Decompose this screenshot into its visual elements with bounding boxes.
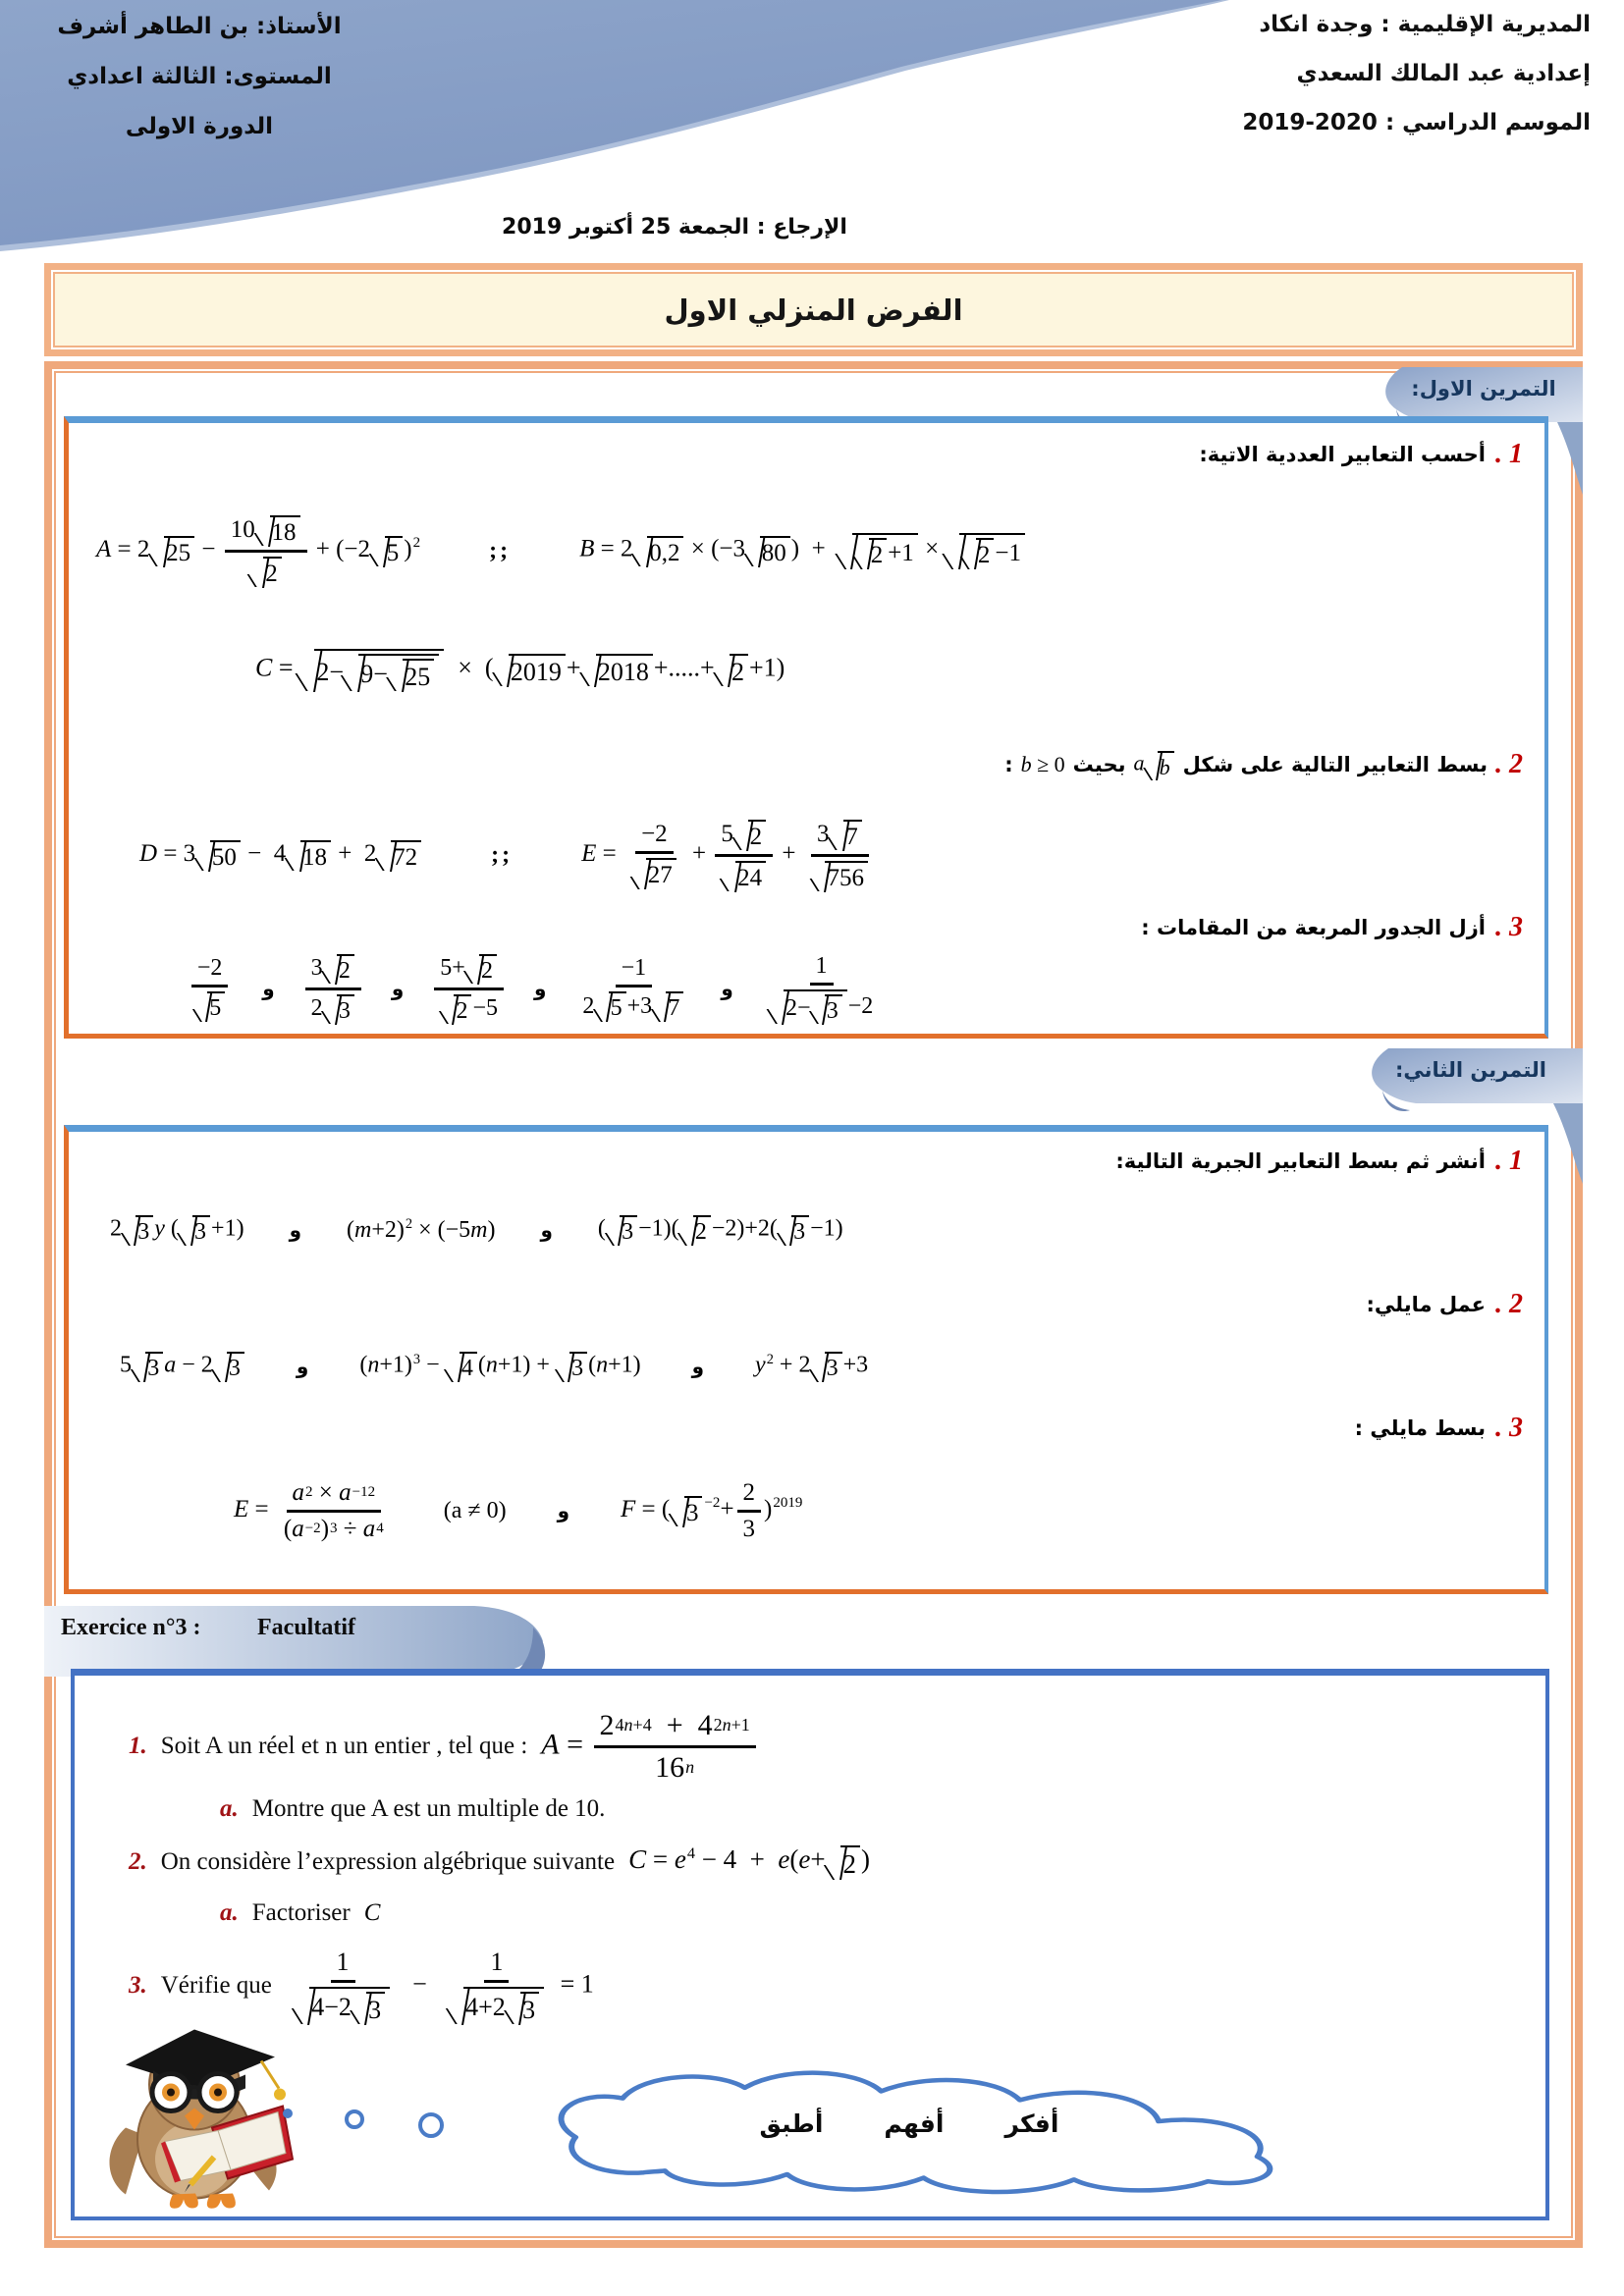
- exercise3-item1: [129, 1703, 759, 1789]
- exercise1-box: [64, 416, 1548, 1039]
- exercise2-box: [64, 1125, 1548, 1594]
- formula-B: B = 2 0,2 × (−3 80 ) + 2 +1 × 2 −1: [579, 532, 1026, 569]
- formula-3-V: 1 4−2 3 − 1 4+2 3 = 1: [286, 1948, 594, 2025]
- thought-dots: [276, 2096, 472, 2151]
- page-title: الفرض المنزلي الاول: [664, 293, 963, 327]
- and-word: و: [289, 1218, 301, 1242]
- formula-2-1c: ( 3 −1)( 2 −2)+2( 3 −1): [597, 1215, 843, 1245]
- item-number: 3 .: [1495, 912, 1523, 942]
- inline-math-asqrtb: a b: [1134, 750, 1175, 780]
- item-label: بسط التعابير التالية على شكل: [1182, 753, 1488, 776]
- separator: ;;: [491, 841, 514, 868]
- and-word: و: [540, 1218, 553, 1242]
- owl-illustration: [96, 2009, 302, 2211]
- exercise2-row3: [234, 1444, 802, 1577]
- formula-row-ab: [96, 496, 1026, 606]
- formula-C-name: C: [363, 1899, 381, 1926]
- due-date: الإرجاع : الجمعة 25 أكتوبر 2019: [502, 215, 847, 240]
- exercise2-ribbon-title: التمرين الثاني:: [1395, 1058, 1546, 1082]
- title-box: [44, 263, 1583, 356]
- inline-math-bgeq0: b ≥ 0: [1020, 752, 1065, 776]
- formula-A: A = 2 25 − 10 18 2 + (−2 5 )$^2$: [96, 514, 420, 588]
- item-label-2: بحيث: [1072, 753, 1126, 776]
- fraction-4: −1 2 5 +3 7: [573, 955, 693, 1022]
- formula-2-1a: 2 3 y ( 3 +1): [110, 1215, 244, 1245]
- formula-E: E = $\frac{-2}{27}$ + 5 2 24 + 3 7 756: [581, 819, 878, 892]
- and-word: و: [391, 977, 405, 1000]
- exercise2-item3-header: [1355, 1413, 1523, 1444]
- exercise1-item1-header: [1199, 439, 1523, 470]
- item-number: 2.: [129, 1848, 147, 1875]
- item-label: بسط مايلي :: [1354, 1416, 1486, 1440]
- school-name: إعدادية عبد المالك السعدي: [1296, 61, 1591, 86]
- cloud-word-understand: أفهم: [884, 2109, 945, 2138]
- formula-2-3b: F = ( 3 $^{-2}$+ $\frac{2}{3}$ )$^{2019}$: [621, 1478, 803, 1542]
- item-number: 3 .: [1495, 1413, 1523, 1443]
- formula-C: C = 2− 9− 25 × ( 2019 + 2018 +.....+ 2 +1): [255, 648, 785, 692]
- exercise3-item1a: [220, 1795, 605, 1823]
- exercise3-item2: [129, 1831, 870, 1894]
- exercise1-ribbon-title: التمرين الاول:: [1411, 377, 1556, 400]
- exercise2-row1: [110, 1189, 843, 1271]
- and-word: و: [296, 1355, 309, 1378]
- exercise2-row2: [120, 1330, 868, 1403]
- item-label: أزل الجدور المربعة من المقامات :: [1141, 916, 1486, 939]
- subitem-letter: a.: [220, 1795, 239, 1822]
- subitem-text: Factoriser: [251, 1899, 351, 1926]
- exercise3-ribbon-subtitle: Facultatif: [257, 1615, 355, 1640]
- and-word: و: [262, 977, 275, 1000]
- term-label: الدورة الاولى: [125, 114, 274, 139]
- subitem-letter: a.: [220, 1899, 239, 1926]
- school-year: الموسم الدراسي : 2020-2019: [1242, 110, 1591, 135]
- exercise2-item1-header: [1115, 1146, 1523, 1177]
- and-word: و: [721, 977, 733, 1000]
- item-number: 2 .: [1495, 749, 1523, 779]
- header-left-block: [37, 14, 361, 164]
- grade-level: المستوى: الثالثة اعدادي: [67, 64, 332, 89]
- fraction-5: 1 2− 3 −2: [761, 953, 882, 1025]
- header-right-block: [962, 12, 1591, 159]
- formula-3-C: $C = e^4 - 4 + e(e+$ 2 ): [628, 1844, 870, 1879]
- fraction-2: 3 2 2 3: [302, 953, 364, 1025]
- formula-2-1b: $(m+2)^2 \times (-5m)$: [347, 1216, 496, 1243]
- item-text: On considère l’expression algébrique suivante: [160, 1848, 616, 1875]
- formula-D: D = 3 50 − 4 18 + 2 72: [139, 839, 422, 872]
- item-text: Soit A un réel et n un entier , tel que :: [160, 1733, 528, 1759]
- exercise2-item2-header: [1367, 1289, 1523, 1320]
- fraction-1: $\frac{-2}{5}$: [185, 955, 235, 1022]
- and-word: و: [533, 977, 547, 1000]
- exercise1-item2-header: [1004, 749, 1523, 780]
- cloud-words: [703, 2109, 1115, 2138]
- cloud-word-apply: أطبق: [759, 2109, 824, 2138]
- exercise3-box: [71, 1669, 1549, 2220]
- item-text: Vérifie que: [160, 1972, 272, 1999]
- formula-2-2c: $y^2 + 2$ 3 +3: [755, 1351, 869, 1381]
- fraction-3: 5+ 2 2 −5: [431, 953, 507, 1025]
- exercise3-ribbon-title: Exercice n°3 :: [61, 1615, 201, 1640]
- item-label: أنشر ثم بسط التعابير الجبرية التالية:: [1115, 1149, 1486, 1173]
- item-label: عمل مايلي:: [1366, 1293, 1486, 1316]
- formula-row-de: [139, 804, 878, 906]
- item-number: 3.: [129, 1972, 147, 1999]
- exercise3-item2a: [220, 1899, 380, 1927]
- item-number: 1 .: [1495, 439, 1523, 469]
- formula-row-c: [255, 612, 785, 727]
- separator: ;;: [489, 537, 512, 563]
- formula-3-A: A = 2 4n+4 + 4 2n+1 16 n: [541, 1709, 758, 1785]
- item-number: 1 .: [1495, 1146, 1523, 1176]
- subitem-text: Montre que A est un multiple de 10.: [251, 1795, 606, 1822]
- directorate: المديرية الإقليمية : وجدة انكاد: [1259, 12, 1591, 37]
- formula-2-2b: $(n+1)^3$ − 4 (n+1) + 3 (n+1): [359, 1351, 641, 1381]
- and-word: و: [691, 1355, 705, 1378]
- item-label: أحسب التعابير العددية الاتية:: [1199, 443, 1486, 466]
- item-number: 2 .: [1495, 1289, 1523, 1319]
- teacher-name: الأستاذ: بن الطاهر أشرف: [57, 14, 342, 39]
- formula-2-2a: 5 3 a − 2 3: [120, 1351, 245, 1382]
- item-number: 1.: [129, 1733, 147, 1759]
- exercise1-item3-header: [1141, 912, 1523, 943]
- fractions-row: [185, 937, 882, 1040]
- item-colon: :: [1004, 753, 1013, 776]
- condition-a-nonzero: (a ≠ 0): [443, 1497, 507, 1523]
- cloud-word-think: أفكر: [1004, 2109, 1059, 2138]
- and-word: و: [557, 1499, 569, 1522]
- formula-2-3a: E = a 2 × a −12 (a −2 ) 3 ÷ a 4: [234, 1478, 384, 1542]
